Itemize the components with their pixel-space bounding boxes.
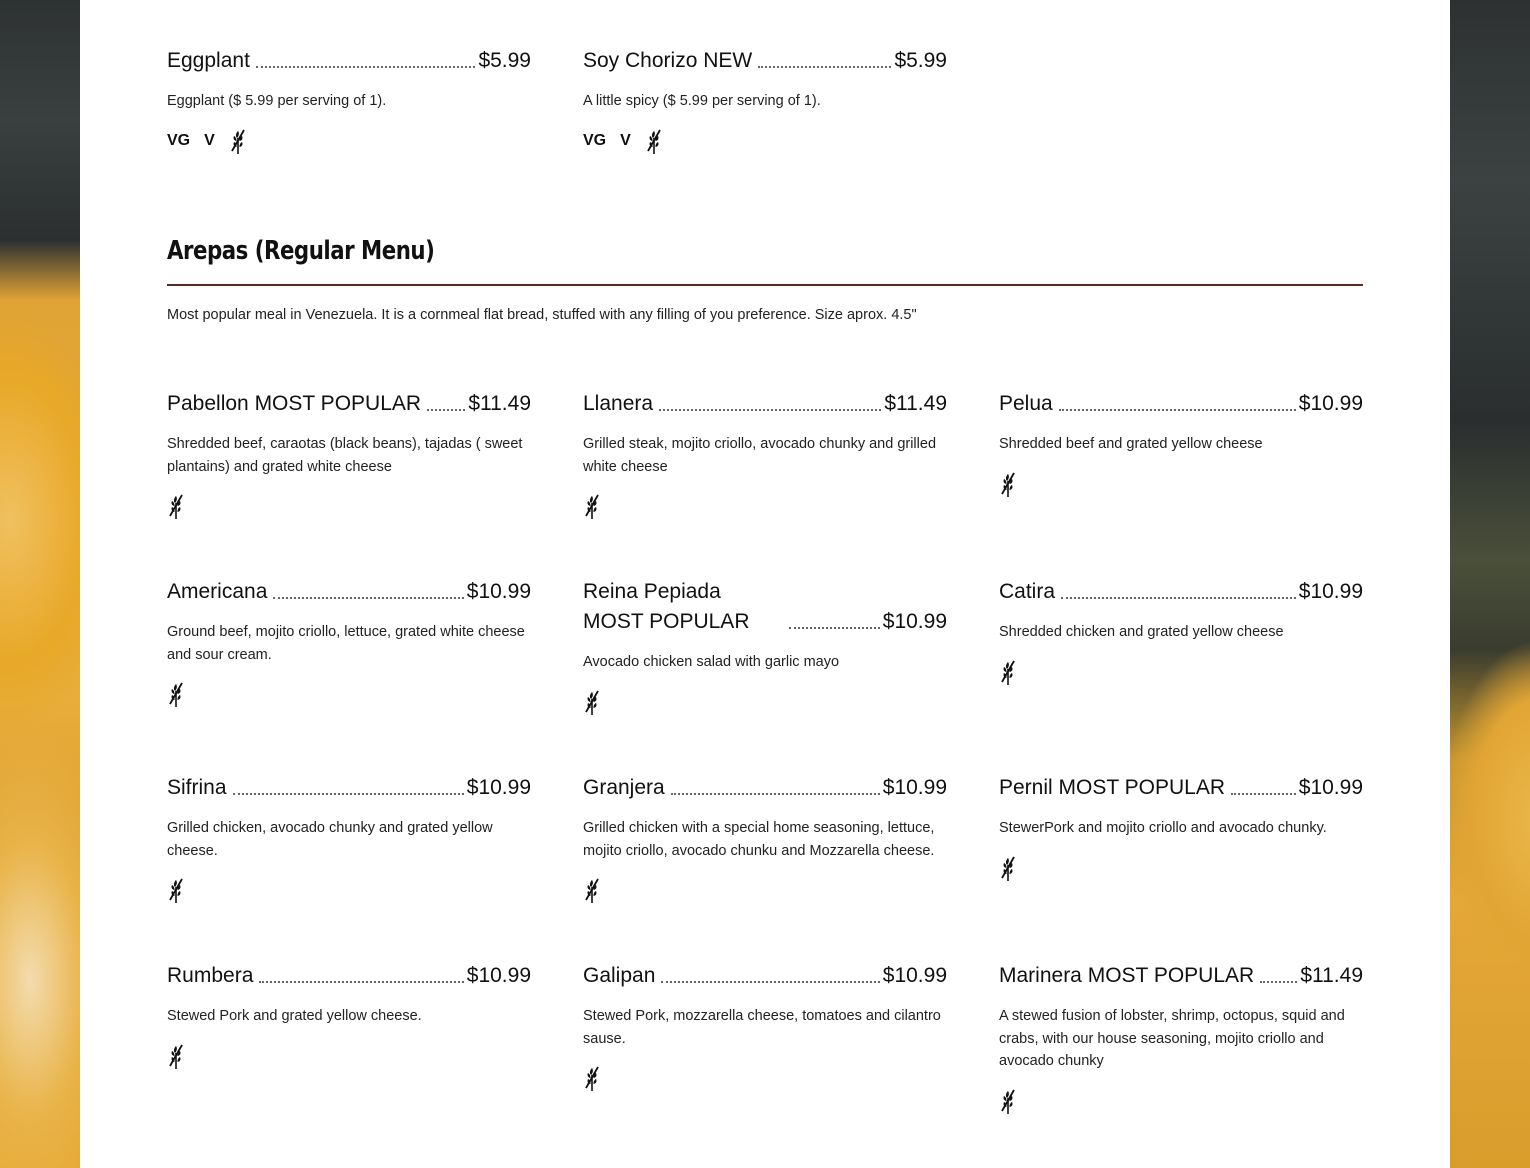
dietary-tags	[583, 688, 947, 716]
item-description: Stewed Pork and grated yellow cheese.	[167, 1008, 422, 1024]
item-description: Grilled chicken, avocado chunky and grated yellow cheese.	[167, 820, 493, 859]
item-name: Pernil MOST POPULAR	[999, 776, 1226, 799]
dietary-tags	[167, 492, 531, 520]
dot-leader	[1231, 793, 1296, 795]
item-price: $10.99	[466, 580, 531, 603]
gluten-free-icon	[999, 1087, 1017, 1115]
item-name: Rumbera	[167, 964, 254, 987]
menu-item-eggplant	[167, 46, 531, 155]
dietary-tags	[999, 658, 1363, 686]
dietary-tags	[167, 680, 531, 708]
dot-leader	[233, 793, 464, 795]
item-name: Americana	[167, 580, 268, 603]
item-name: Galipan	[583, 964, 656, 987]
gluten-free-icon	[583, 876, 601, 904]
item-price: $11.49	[1300, 964, 1363, 987]
item-price: $10.99	[466, 964, 531, 987]
dietary-tags	[999, 1087, 1363, 1115]
item-price: $10.99	[882, 776, 947, 799]
dot-leader	[273, 597, 463, 599]
dot-leader	[671, 793, 880, 795]
dot-leader	[1059, 409, 1296, 411]
gluten-free-icon	[583, 492, 601, 520]
dot-leader	[259, 981, 463, 983]
item-description: A stewed fusion of lobster, shrimp, octopus, squid and crabs, with our house seasoning, mojito criollo and avocado chunky	[999, 1008, 1345, 1069]
dietary-tags	[583, 876, 947, 904]
item-price: $10.99	[882, 610, 947, 633]
menu-item	[167, 389, 531, 520]
gluten-free-icon	[167, 876, 185, 904]
gluten-free-icon	[645, 127, 663, 155]
item-name: Eggplant	[167, 49, 250, 72]
item-description: Grilled chicken with a special home seasoning, lettuce, mojito criollo, avocado chunku and Mozzarella cheese.	[583, 820, 935, 859]
item-description: A little spicy ($ 5.99 per serving of 1).	[583, 93, 821, 109]
gluten-free-icon	[999, 854, 1017, 882]
item-description: Grilled steak, mojito criollo, avocado chunky and grilled white cheese	[583, 436, 937, 475]
menu-item-soy-chorizo	[583, 46, 947, 155]
menu-item	[167, 577, 531, 708]
menu-item	[999, 961, 1363, 1115]
item-description: StewerPork and mojito criollo and avocado chunky.	[999, 820, 1327, 836]
item-price: $10.99	[1298, 776, 1363, 799]
menu-item	[583, 577, 947, 716]
section-title: Arepas (Regular Menu)	[167, 236, 435, 266]
background-left	[0, 0, 80, 1168]
vegetarian-tag: V	[620, 131, 631, 149]
gluten-free-icon	[229, 127, 247, 155]
dot-leader	[256, 66, 476, 68]
gluten-free-icon	[167, 1042, 185, 1070]
item-price: $11.49	[468, 392, 531, 415]
item-description: Eggplant ($ 5.99 per serving of 1).	[167, 93, 387, 109]
item-description: Shredded beef and grated yellow cheese	[999, 436, 1263, 452]
item-name: Granjera	[583, 776, 665, 799]
dot-leader	[758, 66, 891, 68]
item-name: Llanera	[583, 392, 654, 415]
item-price: $5.99	[478, 49, 531, 72]
dietary-tags	[999, 854, 1363, 882]
vegan-tag: VG	[583, 131, 607, 149]
menu-item	[167, 961, 531, 1070]
gluten-free-icon	[999, 658, 1017, 686]
dietary-tags	[583, 1064, 947, 1092]
vegan-tag: VG	[167, 131, 191, 149]
item-price: $5.99	[894, 49, 947, 72]
item-price: $11.49	[884, 392, 947, 415]
menu-item	[999, 773, 1363, 882]
dietary-tags	[167, 127, 531, 155]
gluten-free-icon	[999, 470, 1017, 498]
section-divider	[167, 284, 1363, 286]
item-price: $10.99	[1298, 580, 1363, 603]
menu-item	[583, 389, 947, 520]
gluten-free-icon	[167, 680, 185, 708]
dietary-tags	[583, 492, 947, 520]
item-description: Stewed Pork, mozzarella cheese, tomatoes and cilantro sause.	[583, 1008, 941, 1047]
dot-leader	[427, 409, 465, 411]
item-price: $10.99	[1298, 392, 1363, 415]
dietary-tags	[167, 876, 531, 904]
gluten-free-icon	[167, 492, 185, 520]
menu-item	[167, 773, 531, 904]
item-name: Pabellon MOST POPULAR	[167, 392, 422, 415]
item-name: Reina Pepiada MOST POPULAR	[583, 580, 750, 633]
item-description: Avocado chicken salad with garlic mayo	[583, 654, 840, 670]
dietary-tags	[167, 1042, 531, 1070]
dot-leader	[661, 981, 879, 983]
item-name: Pelua	[999, 392, 1053, 415]
menu-item	[583, 773, 947, 904]
dot-leader	[659, 409, 881, 411]
gluten-free-icon	[583, 688, 601, 716]
item-name: Marinera MOST POPULAR	[999, 964, 1255, 987]
dot-leader	[1061, 597, 1296, 599]
item-description: Ground beef, mojito criollo, lettuce, grated white cheese and sour cream.	[167, 624, 525, 663]
item-price: $10.99	[882, 964, 947, 987]
gluten-free-icon	[583, 1064, 601, 1092]
item-name: Catira	[999, 580, 1056, 603]
vegetarian-tag: V	[204, 131, 215, 149]
menu-item	[999, 577, 1363, 686]
item-description: Shredded chicken and grated yellow cheese	[999, 624, 1284, 640]
menu-item	[583, 961, 947, 1092]
dietary-tags	[999, 470, 1363, 498]
item-name: Sifrina	[167, 776, 227, 799]
background-right	[1450, 0, 1530, 1168]
dot-leader	[1260, 981, 1297, 983]
dietary-tags	[583, 127, 947, 155]
item-description: Shredded beef, caraotas (black beans), tajadas ( sweet plantains) and grated white cheese	[167, 436, 523, 475]
menu-item	[999, 389, 1363, 498]
item-price: $10.99	[466, 776, 531, 799]
section-description: Most popular meal in Venezuela. It is a cornmeal flat bread, stuffed with any filling of you preference. Size aprox. 4.5"	[167, 307, 917, 323]
item-name: Soy Chorizo NEW	[583, 49, 753, 72]
dot-leader	[789, 627, 880, 629]
